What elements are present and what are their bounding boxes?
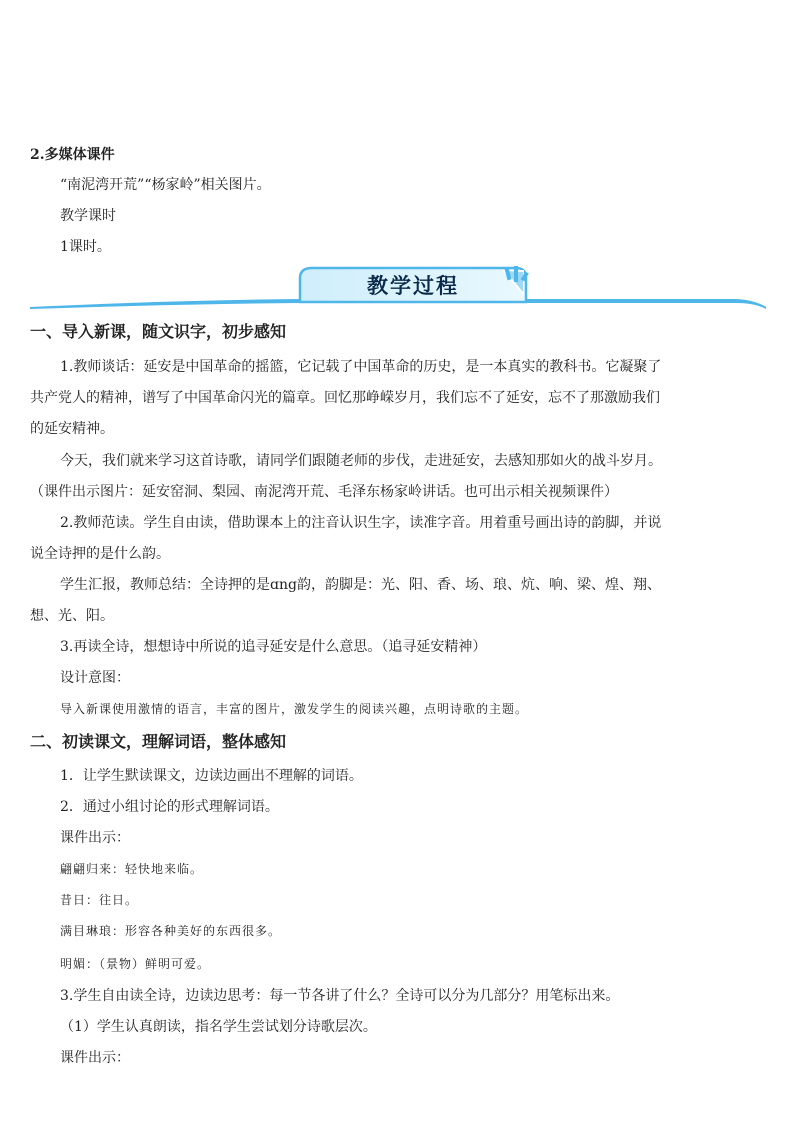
- section2-step2: 2．通过小组讨论的形式理解词语。: [60, 799, 279, 815]
- section1-p2-line2: （课件出示图片：延安窑洞、梨园、南泥湾开荒、毛泽东杨家岭讲话。也可出示相关视频课件）: [30, 484, 618, 500]
- section1-title: 一、导入新课，随文识字，初步感知: [30, 322, 287, 341]
- materials-pictures: “南泥湾开荒”“杨家岭”相关图片。: [60, 177, 271, 193]
- section1-p4-line2: 想、光、阳。: [30, 608, 114, 624]
- section2-step1: 1．让学生默读课文，边读边画出不理解的词语。: [60, 768, 363, 784]
- materials-heading: 2.多媒体课件: [30, 147, 115, 163]
- section1-p4-line1: 学生汇报，教师总结：全诗押的是ɑng韵，韵脚是：光、阳、香、场、琅、炕、响、梁、煌、翔、: [60, 577, 661, 593]
- period-value: 1课时。: [60, 239, 111, 255]
- banner-title: 教学过程: [367, 274, 459, 298]
- word-definition: 昔日：往日。: [60, 893, 139, 907]
- section1-p1-line1: 1.教师谈话：延安是中国革命的摇篮，它记载了中国革命的历史，是一本真实的教科书。它凝聚了: [60, 359, 662, 375]
- courseware-label: 课件出示：: [60, 830, 130, 846]
- section1-p1-line3: 的延安精神。: [30, 421, 114, 437]
- section1-p2-line1: 今天，我们就来学习这首诗歌，请同学们跟随老师的步伐，走进延安，去感知那如火的战斗岁月。: [60, 453, 662, 469]
- section2-step3: 3.学生自由读全诗，边读边思考：每一节各讲了什么？全诗可以分为几部分？用笔标出来。: [60, 988, 620, 1004]
- word-definition: 满目琳琅：形容各种美好的东西很多。: [60, 924, 282, 938]
- section1-p1-line2: 共产党人的精神，谱写了中国革命闪光的篇章。回忆那峥嵘岁月，我们忘不了延安，忘不了那激励我们: [30, 390, 660, 406]
- word-definition: 翩翩归来：轻快地来临。: [60, 862, 204, 876]
- section1-p3-line1: 2.教师范读。学生自由读，借助课本上的注音认识生字，读准字音。用着重号画出诗的韵脚，并说: [60, 515, 662, 531]
- section1-p5: 3.再读全诗，想想诗中所说的追寻延安是什么意思。（追寻延安精神）: [60, 639, 487, 655]
- period-label: 教学课时: [60, 208, 116, 224]
- word-definition: 明媚：（景物）鲜明可爱。: [60, 957, 211, 971]
- section2-title: 二、初读课文，理解词语，整体感知: [30, 732, 287, 751]
- design-intent-label: 设计意图：: [60, 670, 130, 686]
- courseware-label-2: 课件出示：: [60, 1050, 130, 1066]
- design-intent-text: 导入新课使用激情的语言，丰富的图片，激发学生的阅读兴趣，点明诗歌的主题。: [60, 702, 529, 716]
- section1-p3-line2: 说全诗押的是什么韵。: [30, 546, 170, 562]
- section2-step3-sub1: （1）学生认真朗读，指名学生尝试划分诗歌层次。: [60, 1019, 377, 1035]
